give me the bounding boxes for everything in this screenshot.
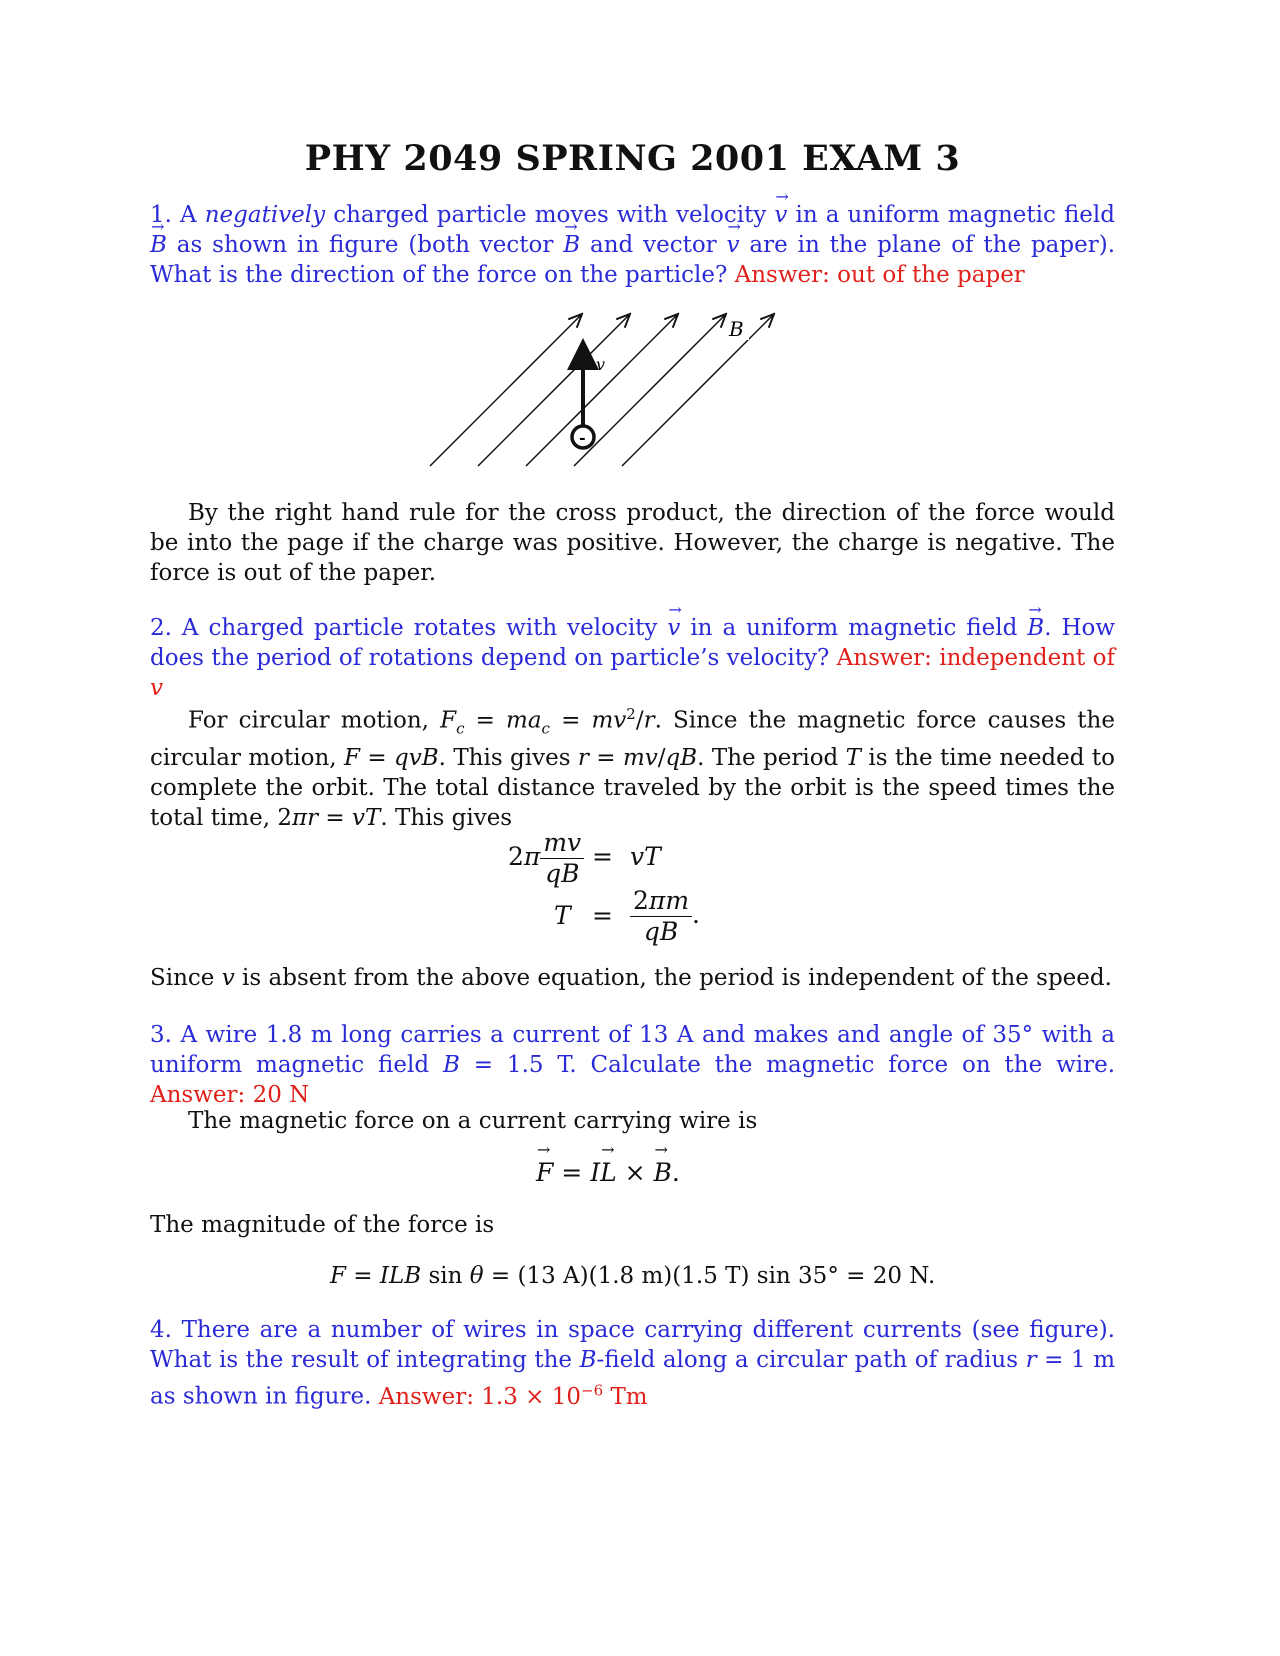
answer: Answer: 20 N: [150, 1082, 310, 1108]
emphasis: negatively: [204, 202, 326, 228]
question-3: 3. A wire 1.8 m long carries a current of 13 A and makes and angle of 35° with a uniform magnetic field B = 1.5 T. Calculate the magnetic force on the wire. Answer: 20 N: [150, 1022, 1116, 1108]
explanation-2: For circular motion, $F_c = ma_c = mv^2/r$. Since the magnetic force causes the circular motion, F = qvB. This gives r = mv/qB. The period T is the time needed to complete the orbit. The total distance traveled by the orbit is the speed times the total time, 2πr = vT. This gives: [150, 705, 1115, 832]
equation-line-2: T: [554, 901, 571, 930]
magnitude-equation: F = ILB sin θ = (13 A)(1.8 m)(1.5 T) sin 35° = 20 N.: [330, 1263, 936, 1289]
velocity-label: v: [596, 355, 606, 374]
question-2: 2. A charged particle rotates with velocity → v in a uniform magnetic field → B. How does the period of rotations depend on particle’s velocity? Answer: independent of v: [150, 613, 1115, 703]
answer: Answer: $1.3 \times 10^{-6}$ Tm: [378, 1381, 648, 1410]
field-line: [430, 314, 582, 466]
equation-line-1: 2π $\frac{mv}{qB}$: [508, 828, 584, 889]
magnitude-text: The magnitude of the force is: [150, 1212, 495, 1238]
force-equation: → F = I→ L × → B.: [536, 1158, 680, 1187]
svg-text:-: -: [579, 428, 586, 447]
field-line: [526, 314, 678, 466]
answer: Answer: out of the paper: [734, 262, 1025, 288]
question-4: 4. There are a number of wires in space carrying different currents (see figure). What is the result of integrating the B-field along a circular path of radius r = 1 m as shown in figure. Answer: $1.3 \times 10^{-6}$ Tm: [150, 1317, 1116, 1410]
magnetic-field-figure: [420, 308, 780, 478]
explanation-1: By the right hand rule for the cross product, the direction of the force would be into the page if the charge was positive. However, the charge is negative. The force is out of the paper.: [150, 500, 1115, 586]
question-number: 1.: [150, 202, 172, 228]
answer: Answer: independent of v: [150, 645, 1116, 701]
question-1: 1. A negatively charged particle moves with velocity → v in a uniform magnetic field → B as shown in figure (both vector → B and vector → v are in the plane of the paper). What is the direction of the force on the particle? Answer: out of the paper: [150, 200, 1115, 290]
conclusion-2: Since v is absent from the above equation, the period is independent of the speed.: [150, 965, 1112, 991]
field-line: [574, 314, 726, 466]
field-line: [478, 314, 630, 466]
field-line: [622, 314, 774, 466]
explanation-3: The magnetic force on a current carrying wire is: [188, 1108, 758, 1134]
exam-title: PHY 2049 SPRING 2001 EXAM 3: [304, 138, 961, 179]
field-label-B: B: [729, 317, 744, 341]
